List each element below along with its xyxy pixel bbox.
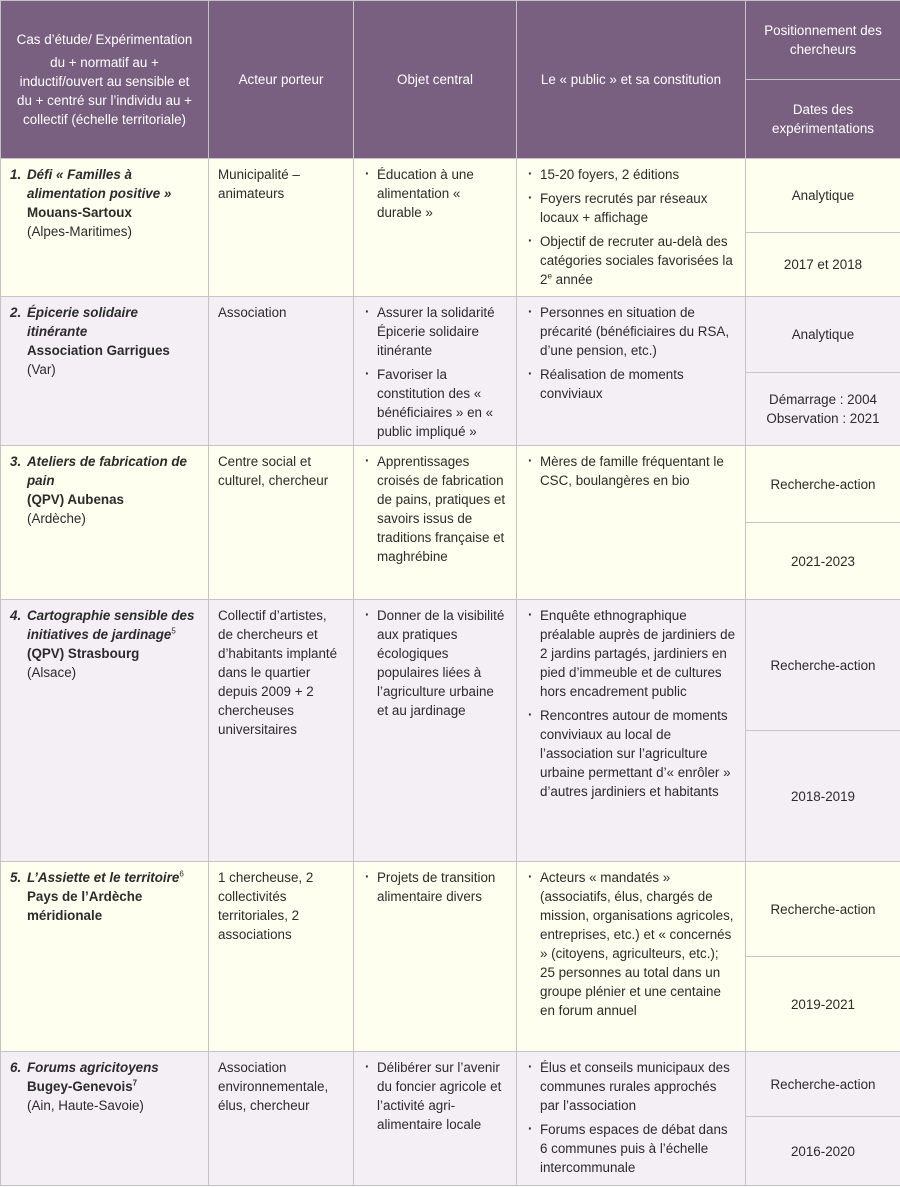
dates-cell: 2021-2023	[746, 523, 900, 600]
positioning-cell: Recherche-action	[746, 862, 900, 957]
object-item: · Donner de la visibilité aux pratiques écologiques populaires liées à l’agriculture urbaine et au jardinage	[363, 606, 507, 720]
object-item: · Apprentissages croisés de fabrication de pains, pratiques et savoirs issus de traditions française et maghrébine	[363, 452, 507, 566]
dates-observation: Observation : 2021	[766, 410, 880, 426]
positioning-cell: Analytique	[746, 159, 900, 233]
case-title: Forums agricitoyens	[27, 1060, 159, 1075]
actor-cell: Association	[209, 297, 354, 446]
header-case-title: Cas d’étude/ Expérimentation	[16, 32, 193, 47]
positioning-cell: Analytique	[746, 297, 900, 373]
object-item: · Délibérer sur l’avenir du foncier agricole et l’activité agri-alimentaire locale	[363, 1058, 507, 1134]
header-case-study	[1, 1, 209, 159]
public-item: · Foyers recrutés par réseaux locaux + affichage	[526, 189, 736, 227]
case-region: (Alsace)	[27, 665, 77, 680]
public-item: · Objectif de recruter au-delà des catégories sociales favorisées la 2e année	[526, 232, 736, 289]
case-place: Association Garrigues	[27, 343, 170, 358]
case-region: (Ain, Haute-Savoie)	[27, 1098, 144, 1113]
dates-cell: 2017 et 2018	[746, 233, 900, 297]
header-object: Objet central	[354, 1, 517, 159]
table-row	[1, 862, 900, 957]
table-row	[1, 1052, 900, 1117]
case-region: (Alpes-Maritimes)	[27, 224, 132, 239]
header-positioning: Positionnement des chercheurs	[746, 1, 900, 80]
object-item: · Favoriser la constitution des « bénéficiaires » en « public impliqué »	[363, 365, 507, 441]
case-cell	[1, 600, 209, 862]
public-item: · Réalisation de moments conviviaux	[526, 365, 736, 403]
public-cell	[517, 862, 746, 1052]
header-row-top	[1, 1, 900, 80]
table-row	[1, 297, 900, 373]
case-number: 5.	[10, 870, 22, 885]
dates-cell: 2016-2020	[746, 1117, 900, 1186]
case-region: (Ardèche)	[27, 511, 86, 526]
case-title: L’Assiette et le territoire	[27, 870, 180, 885]
footnote-ref: 5	[171, 626, 176, 636]
object-cell	[354, 600, 517, 862]
case-cell	[1, 159, 209, 297]
case-number: 4.	[10, 608, 22, 623]
object-item: · Éducation à une alimentation « durable »	[363, 165, 507, 222]
positioning-cell: Recherche-action	[746, 446, 900, 523]
public-item: · Rencontres autour de moments conviviaux au local de l’association sur l’agriculture urbaine permettant d’« enrôler » d’autres jardiniers et habitants	[526, 706, 736, 801]
dates-cell: 2019-2021	[746, 957, 900, 1052]
superscript: e	[547, 271, 552, 281]
object-cell	[354, 1052, 517, 1186]
positioning-cell: Recherche-action	[746, 1052, 900, 1117]
public-item: · Mères de famille fréquentant le CSC, boulangères en bio	[526, 452, 736, 490]
actor-cell: Association environnementale, élus, chercheur	[209, 1052, 354, 1186]
case-place: (QPV) Aubenas	[27, 492, 124, 507]
public-cell	[517, 446, 746, 600]
dates-cell: 2018-2019	[746, 731, 900, 862]
case-number: 2.	[10, 305, 22, 320]
table-row	[1, 159, 900, 233]
actor-cell: Centre social et culturel, chercheur	[209, 446, 354, 600]
public-item: · Acteurs « mandatés » (associatifs, élus, chargés de mission, organisations agricoles, entreprises, etc.) et « concernés » (citoyens, agriculteurs, etc.); 25 personnes au total dans un groupe plénier et une centaine en forum annuel	[526, 868, 736, 1020]
case-place: Pays de l’Ardèche méridionale	[27, 889, 143, 923]
object-cell	[354, 297, 517, 446]
header-actor: Acteur porteur	[209, 1, 354, 159]
case-number: 1.	[10, 167, 22, 182]
case-title: Défi « Familles à alimentation positive »	[27, 167, 172, 201]
public-item: · Personnes en situation de précarité (bénéficiaires du RSA, d’une pension, etc.)	[526, 303, 736, 360]
dates-cell	[746, 372, 900, 446]
public-item: · Enquête ethnographique préalable auprès de jardiniers de 2 jardins partagés, jardiniers en pied d’immeuble et de cultures hors encadrement public	[526, 606, 736, 701]
public-item: · Forums espaces de débat dans 6 communes puis à l’échelle intercommunale	[526, 1120, 736, 1177]
actor-cell: Collectif d’artistes, de chercheurs et d’habitants implanté dans le quartier depuis 2009 + 2 chercheuses universitaires	[209, 600, 354, 862]
case-title: Cartographie sensible des initiatives de jardinage	[27, 608, 195, 642]
public-cell	[517, 600, 746, 862]
case-cell	[1, 446, 209, 600]
public-cell	[517, 297, 746, 446]
object-item: · Projets de transition alimentaire divers	[363, 868, 507, 906]
public-item: · 15-20 foyers, 2 éditions	[526, 165, 736, 184]
case-title: Épicerie solidaire itinérante	[27, 305, 138, 339]
table-row	[1, 600, 900, 731]
actor-cell: 1 chercheuse, 2 collectivités territoriales, 2 associations	[209, 862, 354, 1052]
case-cell	[1, 1052, 209, 1186]
header-case-subtitle: du + normatif au + inductif/ouvert au sensible et du + centré sur l’individu au + collectif (échelle territoriale)	[17, 55, 192, 127]
object-cell	[354, 159, 517, 297]
header-dates: Dates des expérimentations	[746, 80, 900, 159]
positioning-cell: Recherche-action	[746, 600, 900, 731]
footnote-ref: 6	[179, 869, 184, 879]
case-place: Bugey-Genevois$^7$	[27, 1078, 138, 1094]
case-number: 3.	[10, 454, 22, 469]
object-cell	[354, 862, 517, 1052]
public-cell	[517, 159, 746, 297]
dates-start: Démarrage : 2004	[769, 391, 877, 407]
case-place: Mouans-Sartoux	[27, 205, 132, 220]
actor-cell: Municipalité – animateurs	[209, 159, 354, 297]
table-row	[1, 446, 900, 523]
public-item: · Élus et conseils municipaux des communes rurales approchés par l’association	[526, 1058, 736, 1115]
object-item: · Assurer la solidarité Épicerie solidaire itinérante	[363, 303, 507, 360]
case-cell	[1, 297, 209, 446]
case-number: 6.	[10, 1060, 22, 1075]
header-public: Le « public » et sa constitution	[517, 1, 746, 159]
object-cell	[354, 446, 517, 600]
case-place: (QPV) Strasbourg	[27, 646, 140, 661]
case-title: Ateliers de fabrication de pain	[27, 454, 187, 488]
case-region: (Var)	[27, 362, 56, 377]
case-cell	[1, 862, 209, 1052]
public-cell	[517, 1052, 746, 1186]
footnote-ref: 7	[132, 1078, 138, 1088]
